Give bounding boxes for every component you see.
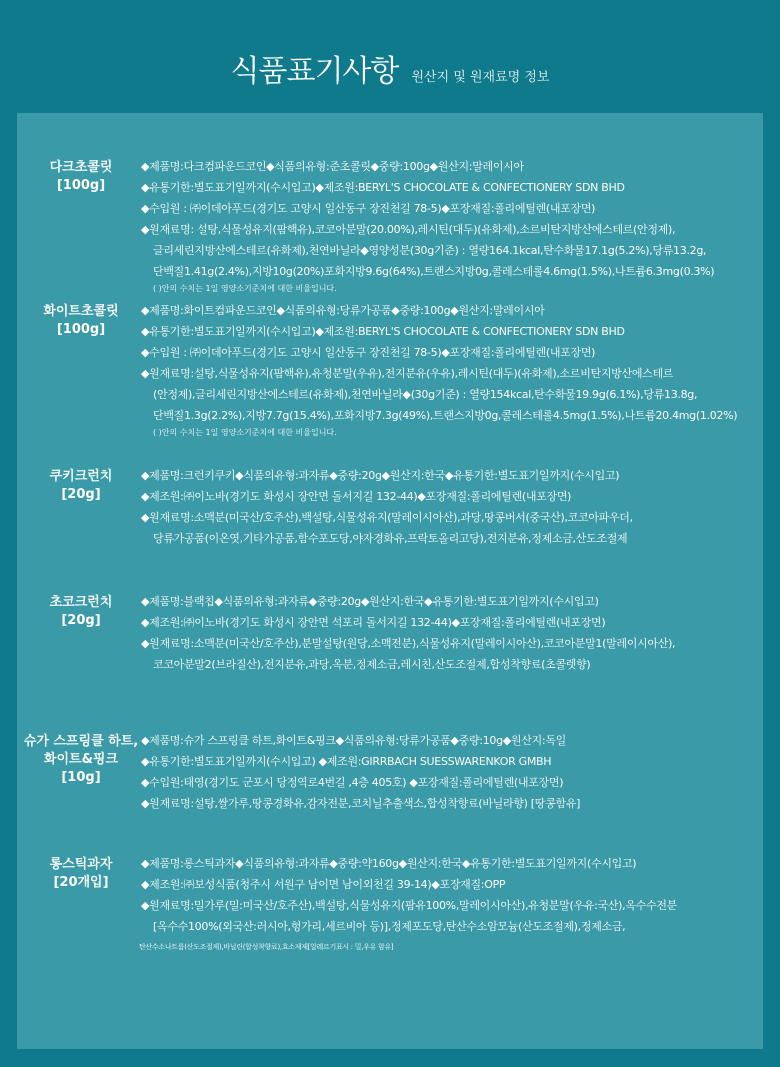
info-line: ◆원재료명:소맥분(미국산/호주산),백설탕,식물성유지(말레이시아산),과당,땅콩버서(중국산),코코아파우더, — [141, 511, 633, 524]
info-line: ◆수입원 : ㈜이데아푸드(경기도 고양시 일산동구 장진천길 78-5)◆포장재질:폴리에틸렌(내포장면) — [141, 346, 596, 359]
info-line: 단백질1.41g(2.4%),지방10g(20%)포화지방9.6g(64%),트랜스지방0g,콜레스테롤4.6mg(1.5%),나트륨6.3mg(0.3%) — [153, 265, 715, 278]
product-info-lines — [141, 591, 751, 675]
product-name: 롱스틱과자 — [49, 857, 113, 872]
product-quantity: [20개입] — [53, 875, 109, 890]
info-line: 글리세린지방산에스테르(유화제),천연바닐라◆영양성분(30g기준) : 열량164.1kcal,탄수화물17.1g(5.2%),당류13.2g, — [153, 244, 707, 257]
product-name-block — [17, 856, 145, 892]
product-quantity: [20g] — [61, 487, 101, 502]
product-info-lines — [141, 156, 751, 296]
nutrition-note: ( )안의 수치는 1일 영양소기준치에 대한 비율입니다. — [153, 428, 337, 437]
info-line: ◆제조원:㈜이노바(경기도 화성시 장안면 석포리 돌서지길 132-44)◆포장재질:폴리에틸렌(내포장면) — [141, 616, 606, 629]
product-quantity: [100g] — [56, 178, 106, 193]
info-line: 단백질1.3g(2.2%),지방7.7g(15.4%),포화지방7.3g(49%),트랜스지방0g,콜레스테롤4.5mg(1.5%),나트륨20.4mg(1.02%) — [153, 409, 738, 422]
product-name-block — [17, 468, 145, 504]
product-name: 초코크런치 — [49, 595, 113, 610]
info-line: ◆제품명:롱스틱과자◆식품의유형:과자류◆중량:약160g◆원산지:한국◆유통기한:별도표기일까지(수시입고) — [141, 857, 637, 870]
product-name: 화이트초콜릿 — [43, 304, 119, 319]
nutrition-note: ( )안의 수치는 1일 영양소기준치에 대한 비율입니다. — [153, 284, 337, 293]
product-name-block — [17, 594, 145, 630]
product-info-lines — [141, 730, 751, 814]
info-line: ◆수입원:태영(경기도 군포시 당정역로4번길 ,4층 405호) ◆포장재질:폴리에틸렌(내포장면) — [141, 776, 564, 789]
product-name-line2: 화이트&핑크 — [43, 752, 119, 767]
product-name-block — [17, 733, 145, 787]
info-line: ◆유통기한:별도표기일까지(수시입고)◆제조원:BERYL'S CHOCOLATE & CONFECTIONERY SDN BHD — [141, 181, 625, 194]
info-line: ◆원재료명:설탕,식물성유지(팜핵유),유청분말(우유),전지분유(우유),레시틴(대두)(유화제),소르비탄지방산에스테르 — [141, 367, 674, 380]
info-line: ◆제조원:㈜이노바(경기도 화성시 장안면 돌서지길 132-44)◆포장재질:폴리에틸렌(내포장면) — [141, 490, 572, 503]
product-name: 쿠키크런치 — [49, 469, 113, 484]
info-line: ◆제품명:크런키쿠키◆식품의유형:과자류◆중량:20g◆원산지:한국◆유통기한:별도표기일까지(수시입고) — [141, 469, 620, 482]
info-line: ◆원재료명:소맥분(미국산/호주산),분말설탕(원당,소맥전분),식물성유지(말레이시아산),코코아분말1(말레이시아산), — [141, 637, 676, 650]
info-line: ◆제품명:슈가 스프링클 하트,화이트&핑크◆식품의유형:당류가공품◆중량:10g◆원산지:독일 — [141, 734, 566, 747]
info-line: ◆제품명:화이트컴파운드코인◆식품의유형:당류가공품◆중량:100g◆원산지:말레이시아 — [141, 304, 545, 317]
info-line: ◆유통기한:별도표기일까지(수시입고)◆제조원:BERYL'S CHOCOLATE & CONFECTIONERY SDN BHD — [141, 325, 625, 338]
product-info-lines — [141, 853, 751, 958]
page-title: 식품표기사항 — [230, 54, 399, 89]
info-line: ◆원재료명:밀가루(밀:미국산/호주산),백설탕,식물성유지(팜유100%,말레이시아산),유청분말(우유:국산),옥수수전분 — [141, 899, 677, 912]
food-label-panel — [17, 113, 763, 1049]
info-line: ◆유통기한:별도표기일까지(수시입고) ◆제조원:GIRRBACH SUESSWARENKOR GMBH — [141, 755, 552, 768]
info-line: ◆제조원:㈜보성식품(청주시 서원구 남이면 남이외천길 39-14)◆포장재질:OPP — [141, 878, 506, 891]
info-line: (안정제),글리세린지방산에스테르(유화제),천연바닐라◆(30g기준) : 열량154kcal,탄수화물19.9g(6.1%),당류13.8g, — [153, 388, 698, 401]
product-name-block — [17, 303, 145, 339]
info-line: [옥수수100%(외국산:러시아,헝가리,세르비아 등)],정제포도당,탄산수소암모늄(산도조절제),정제소금, — [153, 920, 626, 933]
product-name: 다크초콜릿 — [49, 160, 113, 175]
info-line: ◆수입원 : ㈜이데아푸드(경기도 고양시 일산동구 장진천길 78-5)◆포장재질:폴리에틸렌(내포장면) — [141, 202, 596, 215]
info-line: 코코아분말2(브라질산),전지분유,과당,옥분,정제소금,레시친,산도조절제,합성착향료(초콜렛향) — [153, 658, 591, 671]
product-quantity: [100g] — [56, 322, 106, 337]
product-name-block — [17, 159, 145, 195]
product-quantity: [20g] — [61, 613, 101, 628]
page-subtitle: 원산지 및 원재료명 정보 — [411, 70, 550, 85]
product-name: 슈가 스프링클 하트, — [23, 734, 139, 749]
info-line: ◆제품명:다크컴파운드코인◆식품의유형:준초콜릿◆중량:100g◆원산지:말레이시아 — [141, 160, 524, 173]
product-quantity: [10g] — [61, 770, 101, 785]
info-line: ◆제품명:블랙칩◆식품의유형:과자류◆중량:20g◆원산지:한국◆유통기한:별도표기일까지(수시입고) — [141, 595, 599, 608]
product-info-lines — [141, 300, 751, 440]
info-line: 당류가공품(이온엿,기타가공품,함수포도당,야자경화유,프락토올리고당),전지분유,정제소금,산도조절제 — [153, 532, 628, 545]
product-info-lines — [141, 465, 751, 549]
info-line: ◆원재료명:설탕,쌀가루,땅콩경화유,감자전분,코치닐추출색소,합성착향료(바닐라향) [땅콩함유] — [141, 797, 581, 810]
info-line: ◆원재료명: 설탕,식물성유지(팜핵유),코코아분말(20.00%),레시틴(대두)(유화제),소르비탄지방산에스테르(안정제), — [141, 223, 676, 236]
page-header — [0, 46, 780, 90]
info-line: 탄산수소나트륨(산도조절제),바닐린(합성착향료),효소제제[알레르기표시 : 밀,우유 함유] — [139, 943, 394, 951]
